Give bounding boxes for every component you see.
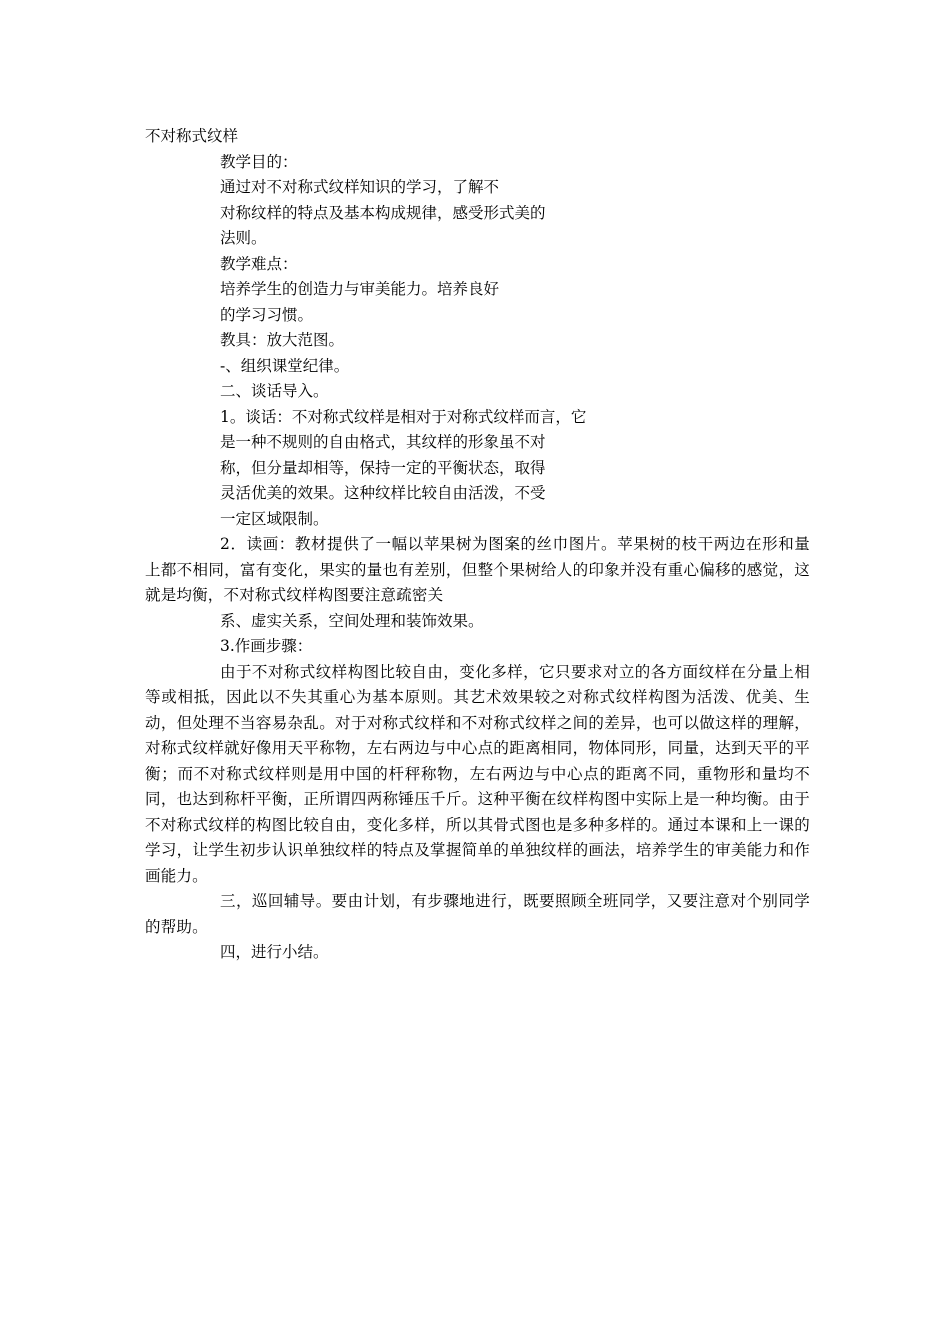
objective-line-2: 对称纹样的特点及基本构成规律，感受形式美的: [220, 203, 546, 222]
difficulty-line-1: 培养学生的创造力与审美能力。培养良好: [220, 280, 500, 298]
guidance-paragraph: 三，巡回辅导。要由计划，有步骤地进行，既要照顾全班同学，又要注意对个别同学的帮助。: [145, 892, 810, 936]
difficulty-heading: 教学难点：: [220, 254, 298, 273]
talk-line-1: 1。谈话：不对称式纹样是相对于对称式纹样而言，它: [220, 407, 587, 426]
objective-line-3: 法则。: [220, 229, 267, 247]
document-title: 不对称式纹样: [145, 127, 239, 145]
difficulty-line-2: 的学习习惯。: [220, 305, 314, 324]
talk-line-4: 灵活优美的效果。这种纹样比较自由活泼，不受: [220, 484, 546, 502]
step-two: 二、谈话导入。: [220, 382, 329, 400]
drawing-steps-paragraph: 由于不对称式纹样构图比较自由，变化多样，它只要求对立的各方面纹样在分量上相等或相抵，因此以不失其重心为基本原则。其艺术效果较之对称式纹样构图为活泼、优美、生动，但处理不当容易杂乱。对于对称式纹样和不对称式纹样之间的差异，也可以做这样的理解，对称式纹样就好像用天平称物，左右两边与中心点的距离相同，物体同形，同量，达到天平的平衡；而不对称式纹样则是用中国的杆秤称物，左右两边与中心点的距离不同，重物形和量均不同，也达到称杆平衡，正所谓四两称锤压千斤。这种平衡在纹样构图中实际上是一种均衡。由于不对称式纹样的构图比较自由，变化多样，所以其骨式图也是多种多样的。通过本课和上一课的学习，让学生初步认识单独纹样的特点及掌握简单的单独纹样的画法，培养学生的审美能力和作画能力。: [145, 662, 810, 885]
document-body: [145, 124, 810, 966]
objective-line-1: 通过对不对称式纹样知识的学习，了解不: [220, 178, 500, 196]
talk-line-3: 称，但分量却相等，保持一定的平衡状态，取得: [220, 458, 546, 477]
step-one: -、组织课堂纪律。: [220, 356, 350, 375]
talk-line-5: 一定区域限制。: [220, 509, 329, 528]
drawing-steps-heading: 3.作画步骤：: [220, 637, 313, 655]
summary-line: 四，进行小结。: [220, 943, 329, 961]
objective-heading: 教学目的：: [220, 152, 298, 171]
talk-line-2: 是一种不规则的自由格式，其纹样的形象虽不对: [220, 433, 546, 451]
reading-paragraph: 2．读画：教材提供了一幅以苹果树为图案的丝巾图片。苹果树的枝干两边在形和量上都不相同，富有变化，果实的量也有差别，但整个果树给人的印象并没有重心偏移的感觉，这就是均衡，不对称式纹样构图要注意疏密关: [145, 535, 810, 604]
reading-continuation: 系、虚实关系，空间处理和装饰效果。: [220, 611, 484, 630]
teaching-aids: 教具：放大范图。: [220, 331, 345, 349]
